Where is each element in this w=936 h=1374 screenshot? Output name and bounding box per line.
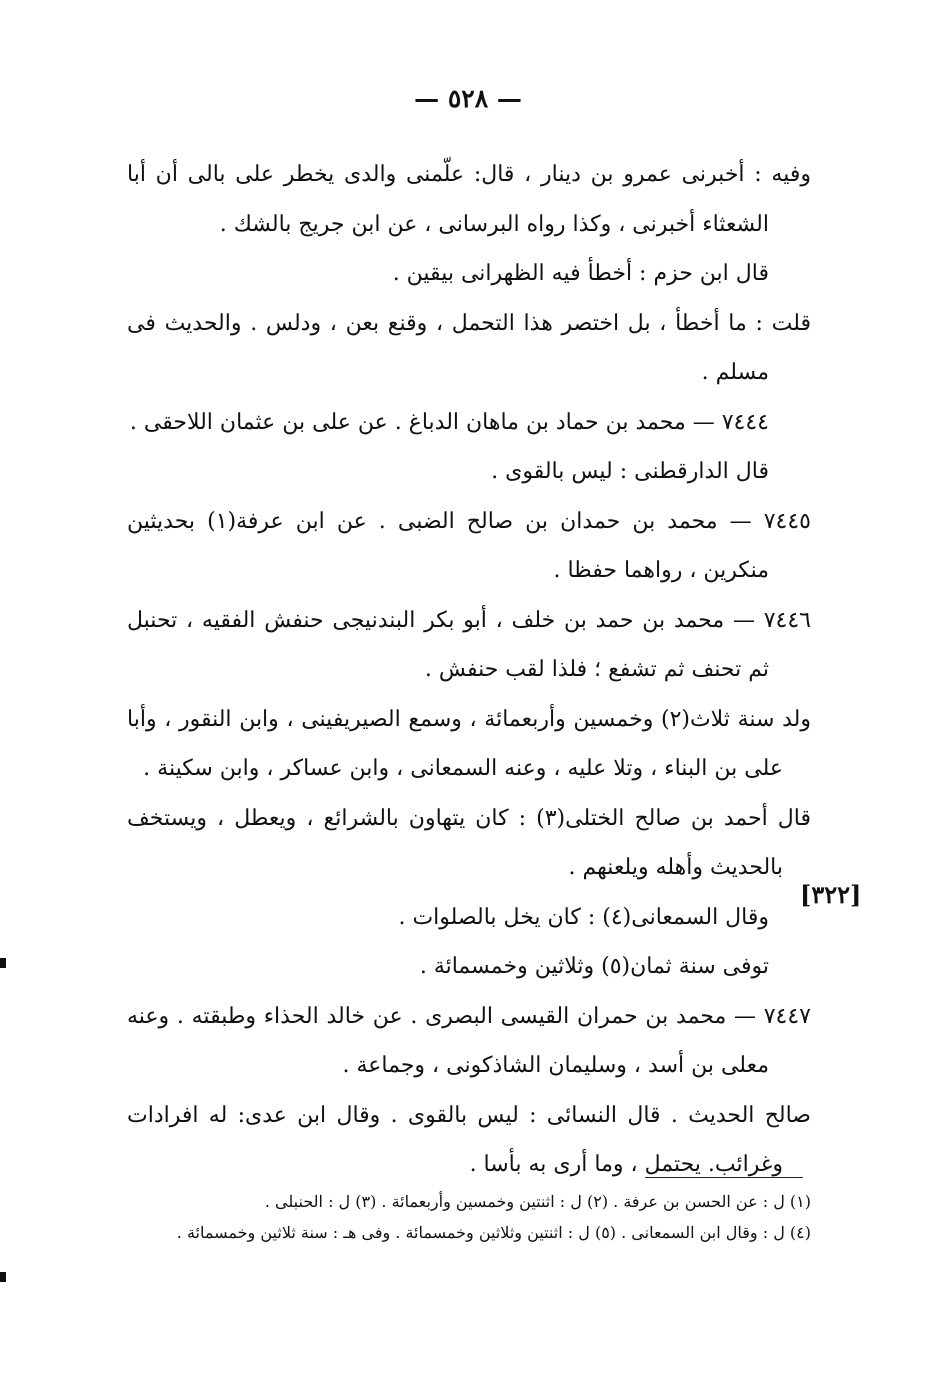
scan-edge-mark: [0, 958, 6, 968]
page-number: — ٥٢٨ —: [414, 84, 522, 113]
paragraph: قال الدارقطنى : ليس بالقوى .: [491, 459, 769, 484]
footnotes: [127, 1186, 811, 1248]
entry-7445: ٧٤٤٥ — محمد بن حمدان بن صالح الضبى . عن ابن عرفة(١) بحديثين منكرين ، رواهما حفظا .: [127, 508, 811, 583]
paragraph: قال ابن حزم : أخطأ فيه الظهرانى بيقين .: [392, 261, 769, 286]
footnote-divider: [645, 1177, 803, 1178]
entry-7444: ٧٤٤٤ — محمد بن حماد بن ماهان الدباغ . عن على بن عثمان اللاحقى .: [129, 409, 769, 435]
paragraph: توفى سنة ثمان(٥) وثلاثين وخمسمائة .: [419, 954, 769, 979]
entry-7446: ٧٤٤٦ — محمد بن حمد بن خلف ، أبو بكر البندنيجى حنفش الفقيه ، تحنبل ثم تحنف ثم تشفع ؛ فلذا لقب حنفش .: [127, 607, 811, 682]
marginal-page-reference: [٣٢٢]: [800, 880, 862, 909]
paragraph: قلت : ما أخطأ ، بل اختصر هذا التحمل ، وقنع بعن ، ودلس . والحديث فى مسلم .: [127, 310, 811, 385]
entry-7447: ٧٤٤٧ — محمد بن حمران القيسى البصرى . عن خالد الحذاء وطبقته . وعنه معلى بن أسد ، وسليمان الشاذكونى ، وجماعة .: [127, 1003, 811, 1078]
scan-edge-mark: [0, 1272, 6, 1282]
main-text: [127, 150, 811, 1190]
paragraph: قال أحمد بن صالح الختلى(٣) : كان يتهاون بالشرائع ، ويعطل ، ويستخف بالحديث وأهله ويلعنهم .: [127, 805, 811, 880]
paragraph: صالح الحديث . قال النسائى : ليس بالقوى . وقال ابن عدى: له افرادات وغرائب. يحتمل ، وما أرى به بأسا .: [127, 1102, 811, 1177]
footnote-line: (١) ل : عن الحسن بن عرفة . (٢) ل : اثنتين وخمسين وأربعمائة . (٣) ل : الحنبلى .: [264, 1192, 811, 1211]
paragraph: وقال السمعانى(٤) : كان يخل بالصلوات .: [398, 904, 769, 930]
paragraph: وفيه : أخبرنى عمرو بن دينار ، قال: علّمنى والدى يخطر على بالى أن أبا الشعثاء أخبرنى ، وكذا رواه البرسانى ، عن ابن جريج بالشك .: [127, 162, 812, 237]
paragraph: ولد سنة ثلاث(٢) وخمسين وأربعمائة ، وسمع الصيريفينى ، وابن النقور ، وأبا على بن البناء ، وتلا عليه ، وعنه السمعانى ، وابن عساكر ، وابن سكينة .: [127, 706, 811, 781]
footnote-line: (٤) ل : وقال ابن السمعانى . (٥) ل : اثنتين وثلاثين وخمسمائة . وفى هـ : سنة ثلاثين وخمسمائة .: [176, 1223, 811, 1242]
